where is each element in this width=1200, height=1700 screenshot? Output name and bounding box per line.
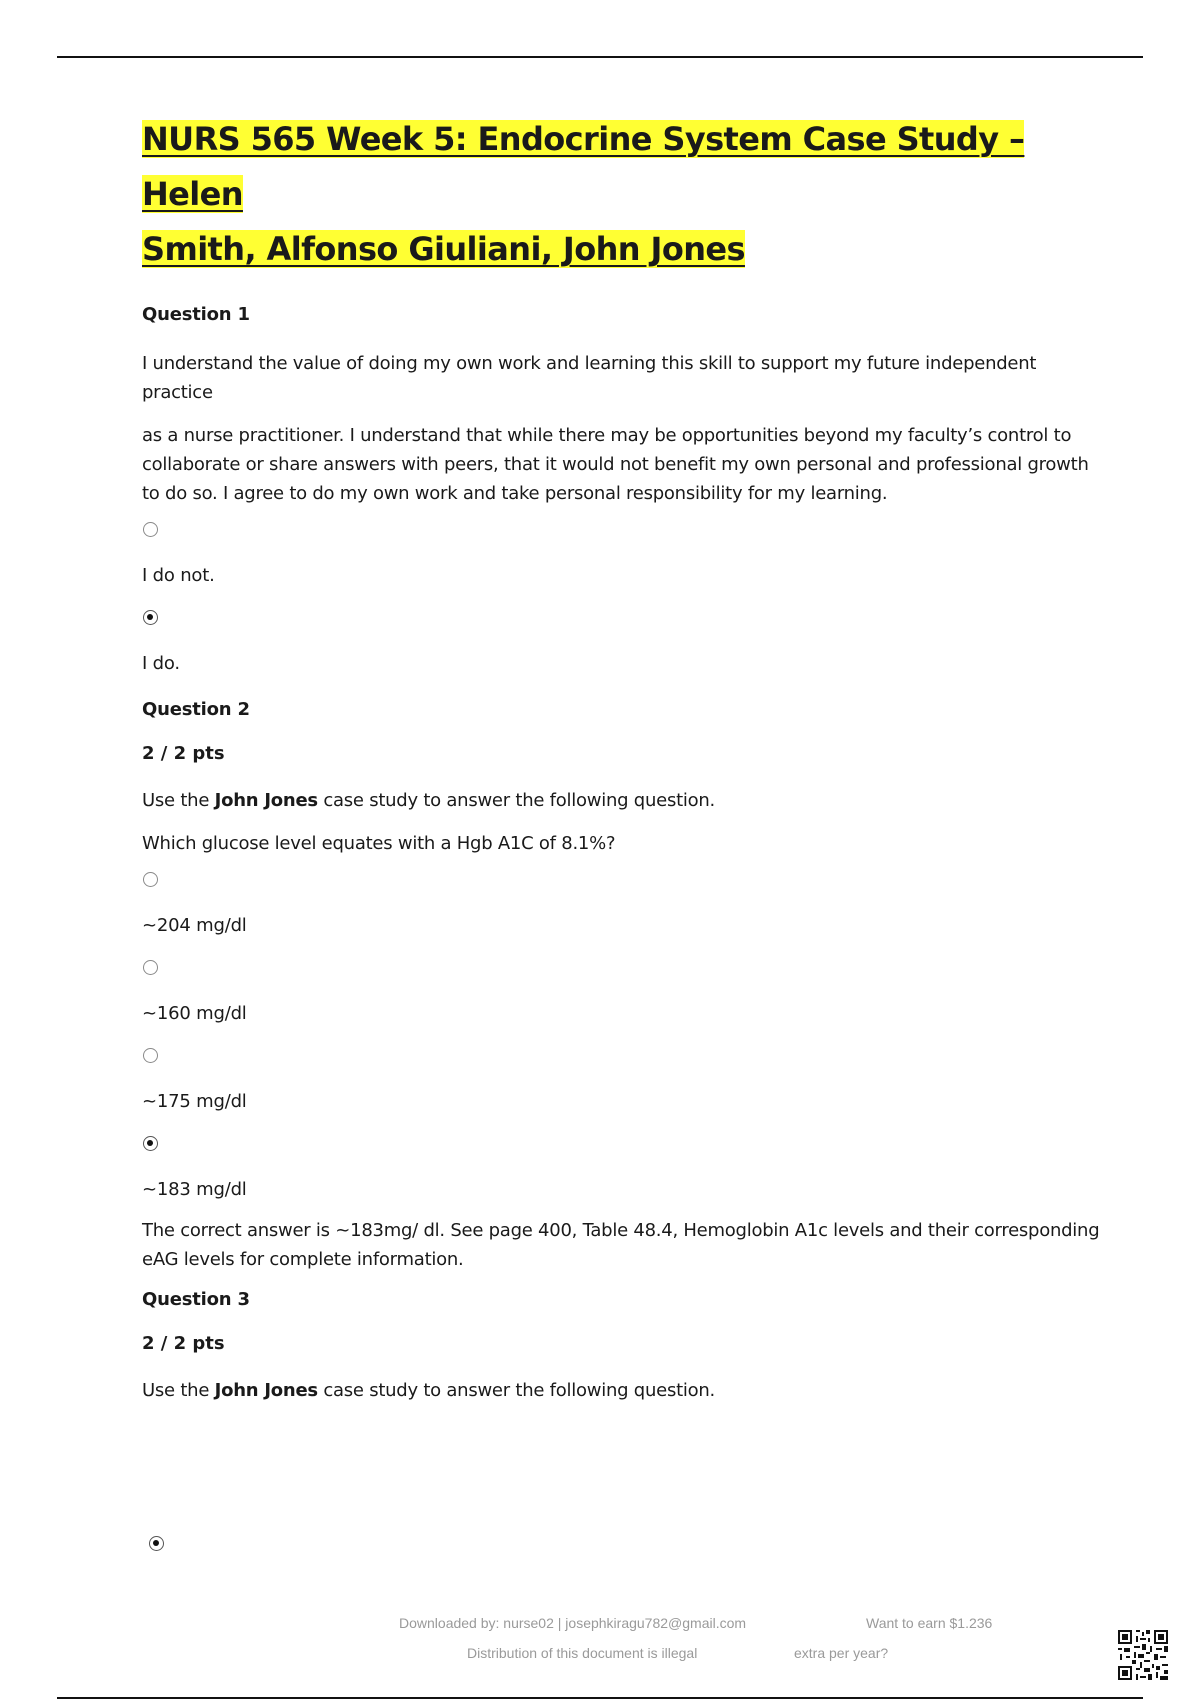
question-2-heading: Question 2: [142, 699, 250, 720]
question-2: [142, 698, 1102, 1274]
distribution-notice: Distribution of this document is illegal: [467, 1645, 698, 1661]
option-label-i-do: I do.: [142, 653, 180, 674]
question-2-feedback: The correct answer is ~183mg/ dl. See page 400, Table 48.4, Hemoglobin A1c levels and their corresponding eAG levels for complete information.: [142, 1220, 1100, 1270]
question-1-text-part-1: I understand the value of doing my own work and learning this skill to support my future independent practice: [142, 353, 1037, 403]
radio-i-do-not[interactable]: [143, 522, 158, 537]
extra-per-year-link[interactable]: extra per year?: [794, 1645, 889, 1661]
document-title: [142, 112, 1102, 277]
download-footer: [380, 1615, 1080, 1675]
title-line-1: NURS 565 Week 5: Endocrine System Case Study – Helen: [142, 120, 1025, 213]
radio-question-3-selected[interactable]: [149, 1536, 164, 1551]
question-1-heading: Question 1: [142, 304, 250, 325]
question-3-points: 2 / 2 pts: [142, 1333, 225, 1354]
downloaded-by-text: Downloaded by: nurse02 | josephkiragu782@gmail.com: [399, 1615, 747, 1631]
bottom-rule: [57, 1697, 1143, 1699]
option-label-204: ~204 mg/dl: [142, 915, 247, 936]
question-2-intro: Use the John Jones case study to answer the following question.: [142, 790, 716, 811]
option-label-175: ~175 mg/dl: [142, 1091, 247, 1112]
radio-i-do[interactable]: [143, 610, 158, 625]
radio-204[interactable]: [143, 872, 158, 887]
question-1-text-part-2: as a nurse practitioner. I understand that while there may be opportunities beyond my faculty’s control to collaborate or share answers with peers, that it would not benefit my own personal and professional growth to do so. I agree to do my own work and take personal responsibility for my learning.: [142, 425, 1089, 504]
case-name: John Jones: [214, 1380, 318, 1401]
radio-160[interactable]: [143, 960, 158, 975]
question-3-intro: Use the John Jones case study to answer the following question.: [142, 1380, 716, 1401]
option-label-i-do-not: I do not.: [142, 565, 215, 586]
radio-183[interactable]: [143, 1136, 158, 1151]
earn-link[interactable]: Want to earn $1.236: [866, 1615, 993, 1631]
question-1: [142, 303, 1102, 676]
option-label-160: ~160 mg/dl: [142, 1003, 247, 1024]
title-line-2: Smith, Alfonso Giuliani, John Jones: [142, 230, 745, 268]
question-2-points: 2 / 2 pts: [142, 743, 225, 764]
option-label-183: ~183 mg/dl: [142, 1179, 247, 1200]
top-rule: [57, 56, 1143, 58]
document-body: [142, 112, 1102, 1419]
question-3-heading: Question 3: [142, 1289, 250, 1310]
case-name: John Jones: [214, 790, 318, 811]
radio-175[interactable]: [143, 1048, 158, 1063]
question-3: [142, 1288, 1102, 1405]
question-2-prompt: Which glucose level equates with a Hgb A1C of 8.1%?: [142, 833, 616, 854]
qr-code-icon[interactable]: [1116, 1628, 1170, 1682]
